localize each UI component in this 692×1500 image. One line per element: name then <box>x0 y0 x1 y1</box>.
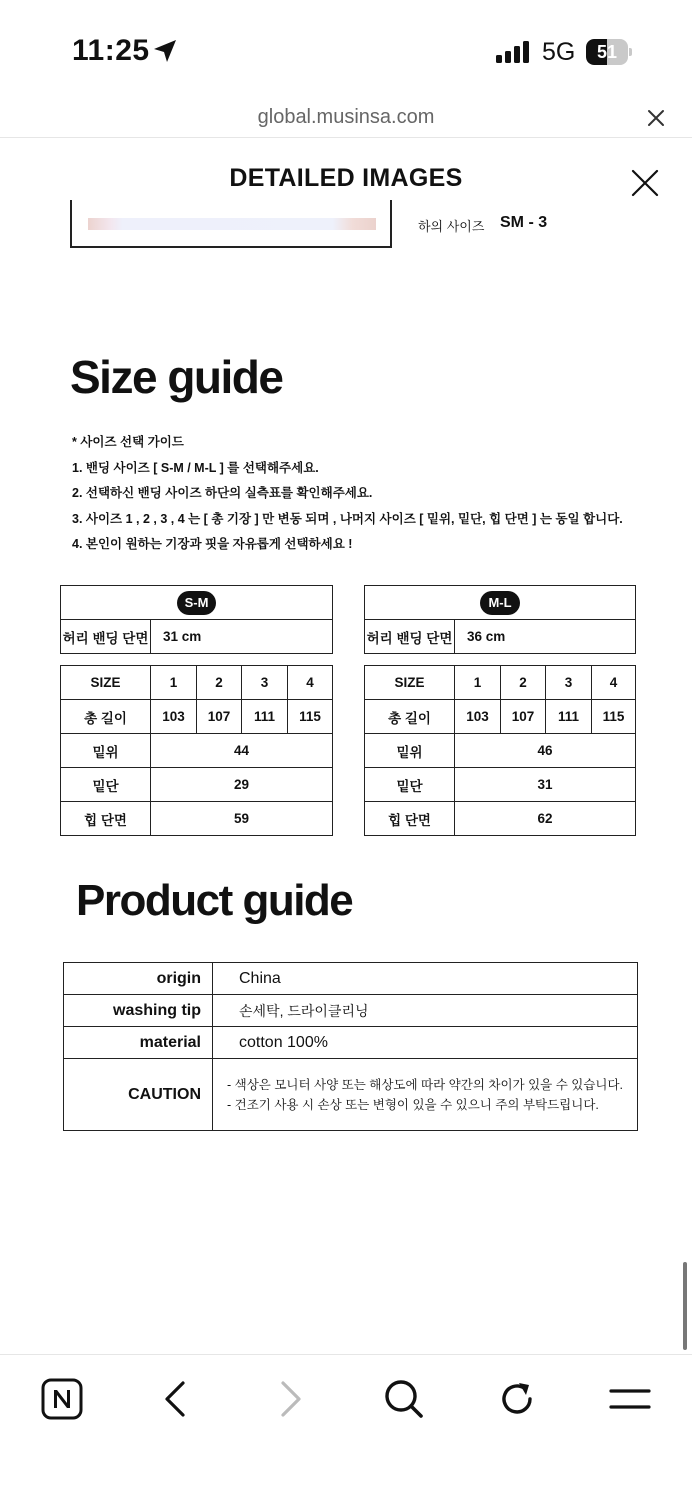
table-row <box>365 700 636 734</box>
waist-label: 허리 밴딩 단면 <box>61 620 151 654</box>
back-icon <box>154 1377 198 1421</box>
size-table-ml <box>364 665 636 836</box>
band-badge: S-M <box>177 591 217 615</box>
refresh-button[interactable] <box>495 1377 539 1421</box>
guide-note: 1. 밴딩 사이즈 [ S-M / M-L ] 를 선택해주세요. <box>72 460 319 475</box>
size-cell: 4 <box>592 666 636 700</box>
battery-icon <box>586 39 632 65</box>
table-row <box>64 963 638 995</box>
url-bar[interactable] <box>0 100 692 138</box>
refresh-icon <box>495 1377 539 1421</box>
naver-icon <box>40 1377 84 1421</box>
length-label: 총 길이 <box>365 700 455 734</box>
rise-value: 44 <box>151 734 333 768</box>
page-header <box>0 160 692 200</box>
length-cell: 115 <box>288 700 333 734</box>
size-cell: 1 <box>151 666 197 700</box>
length-cell: 103 <box>151 700 197 734</box>
product-image-fragment <box>70 200 392 248</box>
guide-note: 3. 사이즈 1 , 2 , 3 , 4 는 [ 총 기장 ] 만 변동 되며 , 나머지 사이즈 [ 밑위, 밑단, 힙 단면 ] 는 동일 합니다. <box>72 511 623 526</box>
product-guide-table <box>63 962 638 1131</box>
table-row <box>64 1059 638 1131</box>
search-button[interactable] <box>382 1377 426 1421</box>
status-bar <box>0 0 692 100</box>
length-cell: 115 <box>592 700 636 734</box>
hem-value: 29 <box>151 768 333 802</box>
waist-value: 36 cm <box>455 620 636 654</box>
status-time: 11:25 <box>72 34 150 67</box>
menu-icon <box>608 1377 652 1421</box>
product-image-strip <box>88 218 376 230</box>
length-cell: 111 <box>242 700 288 734</box>
menu-button[interactable] <box>608 1377 652 1421</box>
table-row <box>64 995 638 1027</box>
location-arrow-icon <box>152 38 178 64</box>
size-guide-title: Size guide <box>70 351 283 403</box>
size-cell: 2 <box>197 666 242 700</box>
rise-label: 밑위 <box>365 734 455 768</box>
size-cell: 1 <box>455 666 501 700</box>
forward-button[interactable] <box>268 1377 312 1421</box>
table-row <box>61 666 333 700</box>
bottom-size-label: 하의 사이즈 <box>418 219 485 234</box>
size-cell: 2 <box>501 666 546 700</box>
product-guide-title: Product guide <box>76 876 353 925</box>
hip-value: 59 <box>151 802 333 836</box>
bottom-size-value: SM - 3 <box>500 214 548 231</box>
length-cell: 103 <box>455 700 501 734</box>
size-cell: 4 <box>288 666 333 700</box>
rise-value: 46 <box>455 734 636 768</box>
hip-value: 62 <box>455 802 636 836</box>
size-label: SIZE <box>365 666 455 700</box>
product-value: 손세탁, 드라이클리닝 <box>213 995 638 1027</box>
table-row <box>61 700 333 734</box>
naver-home-button[interactable] <box>40 1377 84 1421</box>
band-header-table-ml <box>364 585 636 654</box>
length-cell: 107 <box>197 700 242 734</box>
table-row <box>365 768 636 802</box>
guide-note: 2. 선택하신 밴딩 사이즈 하단의 실측표를 확인해주세요. <box>72 486 373 500</box>
close-icon[interactable] <box>630 168 660 198</box>
caution-line: - 색상은 모니터 사양 또는 해상도에 따라 약간의 차이가 있을 수 있습니다. <box>227 1077 624 1092</box>
table-row <box>61 768 333 802</box>
caution-line: - 건조기 사용 시 손상 또는 변형이 있을 수 있으니 주의 부탁드립니다. <box>227 1097 599 1112</box>
size-label: SIZE <box>61 666 151 700</box>
forward-icon <box>268 1377 312 1421</box>
browser-toolbar <box>0 1354 692 1500</box>
table-row <box>64 1027 638 1059</box>
cellular-signal-icon <box>496 40 532 64</box>
table-row <box>61 734 333 768</box>
size-guide-notes <box>72 430 623 558</box>
table-row <box>365 666 636 700</box>
size-table-sm <box>60 665 333 836</box>
product-value: China <box>213 963 638 995</box>
url-text[interactable]: global.musinsa.com <box>257 106 435 128</box>
rise-label: 밑위 <box>61 734 151 768</box>
waist-label: 허리 밴딩 단면 <box>365 620 455 654</box>
size-cell: 3 <box>546 666 592 700</box>
search-icon <box>382 1377 426 1421</box>
table-row <box>365 734 636 768</box>
length-label: 총 길이 <box>61 700 151 734</box>
length-cell: 111 <box>546 700 592 734</box>
length-cell: 107 <box>501 700 546 734</box>
band-header-table-sm <box>60 585 333 654</box>
waist-value: 31 cm <box>151 620 333 654</box>
caution-label: CAUTION <box>64 1059 213 1131</box>
product-key: material <box>64 1027 213 1059</box>
hem-label: 밑단 <box>365 768 455 802</box>
product-value: cotton 100% <box>213 1027 638 1059</box>
network-type: 5G <box>542 38 576 66</box>
product-key: origin <box>64 963 213 995</box>
caution-text <box>213 1059 638 1131</box>
hem-value: 31 <box>455 768 636 802</box>
battery-percent: 51 <box>596 42 618 62</box>
band-badge: M-L <box>480 591 519 615</box>
close-tab-icon[interactable] <box>646 108 666 128</box>
page-title: DETAILED IMAGES <box>229 164 463 192</box>
hip-label: 힙 단면 <box>365 802 455 836</box>
back-button[interactable] <box>154 1377 198 1421</box>
table-row <box>61 802 333 836</box>
guide-note: 4. 본인이 원하는 기장과 핏을 자유롭게 선택하세요 ! <box>72 537 353 551</box>
product-key: washing tip <box>64 995 213 1027</box>
hem-label: 밑단 <box>61 768 151 802</box>
table-row <box>365 802 636 836</box>
scrollbar-thumb[interactable] <box>683 1262 687 1350</box>
hip-label: 힙 단면 <box>61 802 151 836</box>
guide-note: * 사이즈 선택 가이드 <box>72 435 184 449</box>
size-cell: 3 <box>242 666 288 700</box>
